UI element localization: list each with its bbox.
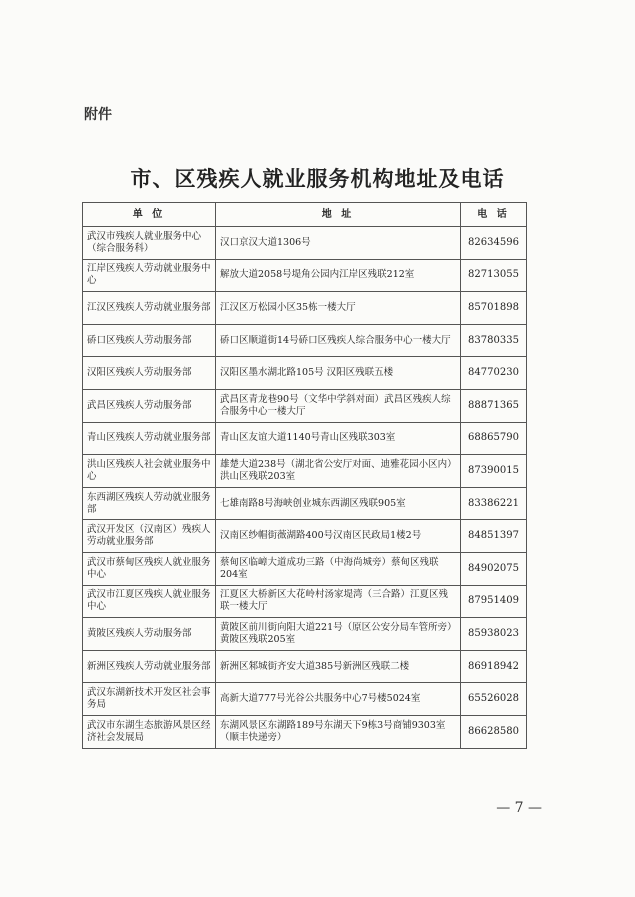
address-cell: 七雄南路8号海峡创业城东西湖区残联905室 xyxy=(216,487,461,520)
address-cell: 汉阳区墨水湖北路105号 汉阳区残联五楼 xyxy=(216,357,461,390)
unit-cell: 武汉东湖新技术开发区社会事务局 xyxy=(83,683,216,716)
table-row xyxy=(83,422,527,455)
table-row xyxy=(83,520,527,553)
unit-cell: 武汉开发区（汉南区）残疾人劳动就业服务部 xyxy=(83,520,216,553)
table-row xyxy=(83,650,527,683)
table-row xyxy=(83,455,527,488)
table-header-row xyxy=(83,203,527,227)
address-cell: 硚口区顺道街14号硚口区残疾人综合服务中心一楼大厅 xyxy=(216,324,461,357)
table-row xyxy=(83,552,527,585)
phone-cell: 85701898 xyxy=(461,292,527,325)
phone-cell: 65526028 xyxy=(461,683,527,716)
address-cell: 汉口京汉大道1306号 xyxy=(216,227,461,260)
attachment-label: 附件 xyxy=(84,107,112,123)
phone-cell: 82713055 xyxy=(461,259,527,292)
table-row xyxy=(83,259,527,292)
table-row xyxy=(83,683,527,716)
directory-table xyxy=(82,202,527,749)
address-cell: 蔡甸区临嶂大道成功三路（中海尚城旁）蔡甸区残联204室 xyxy=(216,552,461,585)
unit-cell: 武汉市东湖生态旅游风景区经济社会发展局 xyxy=(83,715,216,748)
address-cell: 东湖风景区东湖路189号东湖天下9栋3号商铺9303室（顺丰快递旁） xyxy=(216,715,461,748)
address-cell: 雄楚大道238号（湖北省公安厅对面、迪雅花园小区内）洪山区残联203室 xyxy=(216,455,461,488)
phone-cell: 87390015 xyxy=(461,455,527,488)
phone-cell: 85938023 xyxy=(461,618,527,651)
unit-cell: 洪山区残疾人社会就业服务中心 xyxy=(83,455,216,488)
table-row xyxy=(83,618,527,651)
address-cell: 解放大道2058号堤角公园内江岸区残联212室 xyxy=(216,259,461,292)
table-row xyxy=(83,585,527,618)
header-unit: 单 位 xyxy=(83,203,216,227)
table-row xyxy=(83,389,527,422)
address-cell: 武昌区青龙巷90号（文华中学斜对面）武昌区残疾人综合服务中心一楼大厅 xyxy=(216,389,461,422)
unit-cell: 青山区残疾人劳动就业服务部 xyxy=(83,422,216,455)
phone-cell: 87951409 xyxy=(461,585,527,618)
unit-cell: 汉阳区残疾人劳动服务部 xyxy=(83,357,216,390)
page-title: 市、区残疾人就业服务机构地址及电话 xyxy=(130,166,505,191)
page-number: — 7 — xyxy=(496,800,542,816)
unit-cell: 江岸区残疾人劳动就业服务中心 xyxy=(83,259,216,292)
unit-cell: 东西湖区残疾人劳动就业服务部 xyxy=(83,487,216,520)
unit-cell: 武汉市江夏区残疾人就业服务中心 xyxy=(83,585,216,618)
phone-cell: 83780335 xyxy=(461,324,527,357)
address-cell: 汉南区纱帽街薇湖路400号汉南区民政局1楼2号 xyxy=(216,520,461,553)
table-row xyxy=(83,715,527,748)
unit-cell: 江汉区残疾人劳动就业服务部 xyxy=(83,292,216,325)
phone-cell: 68865790 xyxy=(461,422,527,455)
unit-cell: 硚口区残疾人劳动服务部 xyxy=(83,324,216,357)
unit-cell: 武汉市蔡甸区残疾人就业服务中心 xyxy=(83,552,216,585)
table-row xyxy=(83,227,527,260)
table-row xyxy=(83,357,527,390)
unit-cell: 武昌区残疾人劳动服务部 xyxy=(83,389,216,422)
address-cell: 江夏区大桥新区大花岭村汤家堤湾（三合路）江夏区残联一楼大厅 xyxy=(216,585,461,618)
phone-cell: 86918942 xyxy=(461,650,527,683)
phone-cell: 88871365 xyxy=(461,389,527,422)
unit-cell: 黄陂区残疾人劳动服务部 xyxy=(83,618,216,651)
phone-cell: 84902075 xyxy=(461,552,527,585)
phone-cell: 83386221 xyxy=(461,487,527,520)
phone-cell: 86628580 xyxy=(461,715,527,748)
header-address: 地 址 xyxy=(216,203,461,227)
table-row xyxy=(83,324,527,357)
address-cell: 江汉区万松园小区35栋一楼大厅 xyxy=(216,292,461,325)
address-cell: 黄陂区前川街向阳大道221号（原区公安分局车管所旁）黄陂区残联205室 xyxy=(216,618,461,651)
table-row xyxy=(83,292,527,325)
phone-cell: 84770230 xyxy=(461,357,527,390)
address-cell: 高新大道777号光谷公共服务中心7号楼5024室 xyxy=(216,683,461,716)
table-body xyxy=(83,227,527,749)
header-phone: 电 话 xyxy=(461,203,527,227)
address-cell: 青山区友谊大道1140号青山区残联303室 xyxy=(216,422,461,455)
table-row xyxy=(83,487,527,520)
phone-cell: 84851397 xyxy=(461,520,527,553)
unit-cell: 武汉市残疾人就业服务中心（综合服务科） xyxy=(83,227,216,260)
address-cell: 新洲区邾城街齐安大道385号新洲区残联二楼 xyxy=(216,650,461,683)
unit-cell: 新洲区残疾人劳动就业服务部 xyxy=(83,650,216,683)
phone-cell: 82634596 xyxy=(461,227,527,260)
